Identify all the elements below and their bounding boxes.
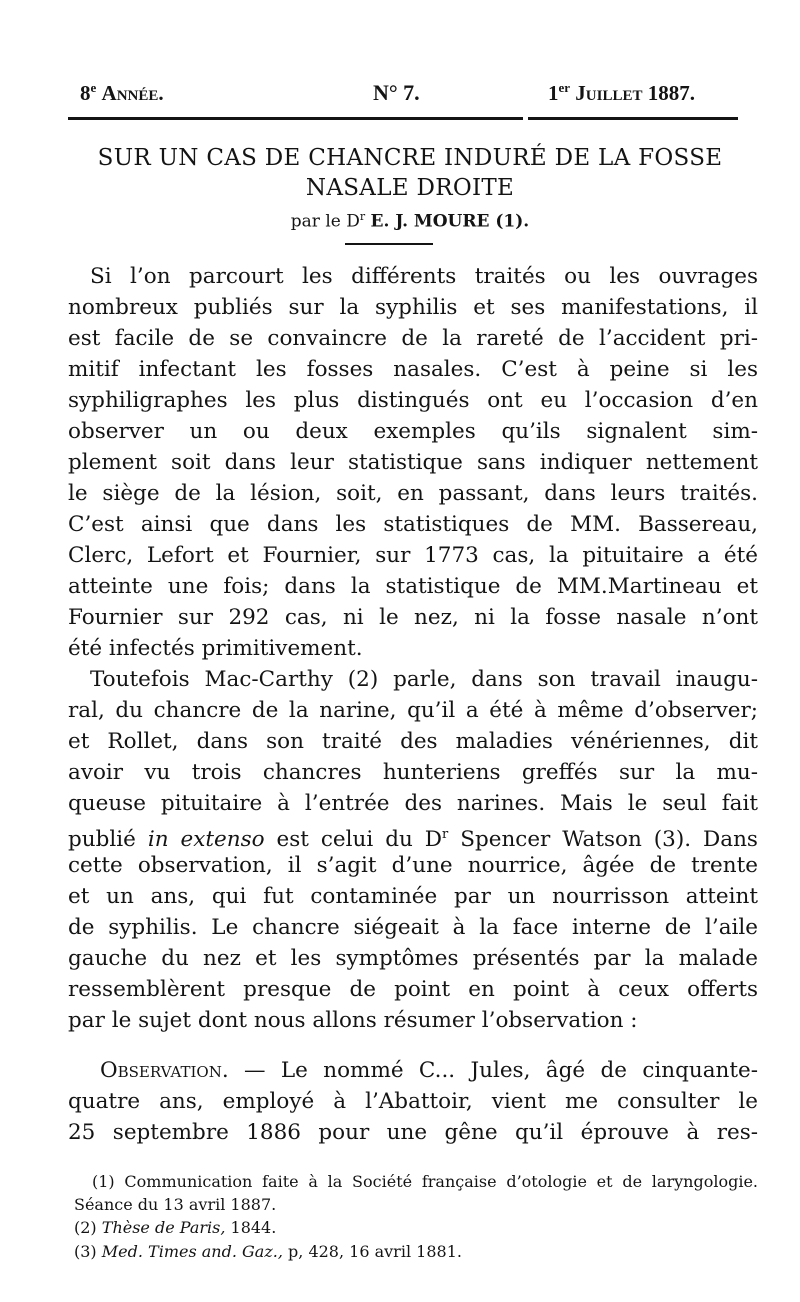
footnote-3-ref: p, 428, 16 avril 1881. (288, 1242, 462, 1261)
body-line: Si l’on parcourt les différents traités ou les ouvrages (90, 264, 758, 289)
body-line: atteinte une fois; dans la statistique de MM.Martineau et (68, 574, 758, 599)
body-line: ral, du chancre de la narine, qu’il a été à même d’observer; (68, 698, 758, 723)
header-issue-number: N° 7. (373, 80, 420, 105)
observation-line (100, 1056, 758, 1089)
observation-line: 25 septembre 1886 pour une gêne qu’il éprouve à res- (68, 1120, 758, 1145)
byline-dr-sup: r (359, 210, 366, 223)
body-line: queuse pituitaire à l’entrée des narines. Mais le seul fait (68, 791, 758, 816)
body-line: Clerc, Lefort et Fournier, sur 1773 cas, la pituitaire a été (68, 543, 758, 568)
body-line: Fournier sur 292 cas, ni le nez, ni la fosse nasale n’ont (68, 605, 758, 630)
footnote-1: (1) Communication faite à la Société française d’otologie et de laryngologie. (92, 1172, 758, 1191)
body-text: est celui du D (276, 827, 443, 853)
header-day-ordinal: er (558, 80, 571, 95)
byline-dr: D (346, 211, 360, 232)
header-rule (528, 117, 738, 120)
header-rule (68, 117, 523, 120)
body-line: ressemblèrent presque de point en point à ceux offerts (68, 977, 758, 1002)
observation-heading: Observation. (100, 1058, 229, 1083)
body-text: publié (68, 827, 136, 853)
header-day: 1 (548, 81, 559, 105)
footnote-3-number: (3) (74, 1242, 97, 1261)
body-line: nombreux publiés sur la syphilis et ses manifestations, il (68, 295, 758, 320)
footnote-3 (74, 1240, 758, 1266)
footnote-2-year: 1844. (230, 1218, 277, 1237)
title-rule (345, 243, 433, 245)
footnote-1-cont: Séance du 13 avril 1887. (74, 1195, 277, 1214)
body-line: de syphilis. Le chancre siégeait à la face interne de l’aile (68, 915, 758, 940)
article-title-line-1: SUR UN CAS DE CHANCRE INDURÉ DE LA FOSSE (97, 145, 723, 171)
header-date (548, 80, 695, 110)
byline-prefix: par le (290, 211, 341, 232)
body-line: plement soit dans leur statistique sans indiquer nettement (68, 450, 758, 475)
body-line: syphiligraphes les plus distingués ont eu l’occasion d’en (68, 388, 758, 413)
body-line: cette observation, il s’agit d’une nourrice, âgée de trente (68, 853, 758, 878)
observation-text: — Le nommé C... Jules, âgé de cinquante- (244, 1058, 758, 1083)
header-year-ordinal: e (90, 80, 97, 95)
header-year: 1887. (647, 81, 695, 105)
byline-author: E. J. MOURE (1). (370, 211, 530, 232)
byline (200, 210, 620, 232)
body-line: été infectés primitivement. (68, 636, 363, 661)
body-line: gauche du nez et les symptômes présentés par la malade (68, 946, 758, 971)
body-line: Toutefois Mac-Carthy (2) parle, dans son travail inaugu- (90, 667, 758, 692)
body-line: et un ans, qui fut contaminée par un nourrisson atteint (68, 884, 758, 909)
body-superscript: r (442, 827, 449, 842)
header-issue-year (80, 80, 164, 110)
footnote-2 (74, 1216, 758, 1242)
body-line: mitif infectant les fosses nasales. C’est à peine si les (68, 357, 758, 382)
footnote-2-title: Thèse de Paris, (101, 1218, 226, 1237)
footnote-3-title: Med. Times and. Gaz., (101, 1242, 283, 1261)
article-title-line-2: NASALE DROITE (305, 175, 515, 201)
body-line: est facile de se convaincre de la rareté de l’accident pri- (68, 326, 758, 351)
body-line: avoir vu trois chancres hunteriens greffés sur la mu- (68, 760, 758, 785)
footnote-2-number: (2) (74, 1218, 97, 1237)
body-line (68, 820, 758, 853)
body-italic: in extenso (147, 827, 265, 853)
body-line: le siège de la lésion, soit, en passant, dans leurs traités. (68, 481, 758, 506)
header-year-word: Année. (101, 81, 164, 105)
body-line: par le sujet dont nous allons résumer l’observation : (68, 1008, 638, 1033)
body-line: C’est ainsi que dans les statistiques de MM. Bassereau, (68, 512, 758, 537)
body-text: Spencer Watson (3). Dans (460, 827, 758, 853)
header-month: Juillet (575, 81, 643, 105)
body-line: et Rollet, dans son traité des maladies vénériennes, dit (68, 729, 758, 754)
body-line: observer un ou deux exemples qu’ils signalent sim- (68, 419, 758, 444)
observation-line: quatre ans, employé à l’Abattoir, vient me consulter le (68, 1089, 758, 1114)
header-year-number: 8 (80, 81, 91, 105)
